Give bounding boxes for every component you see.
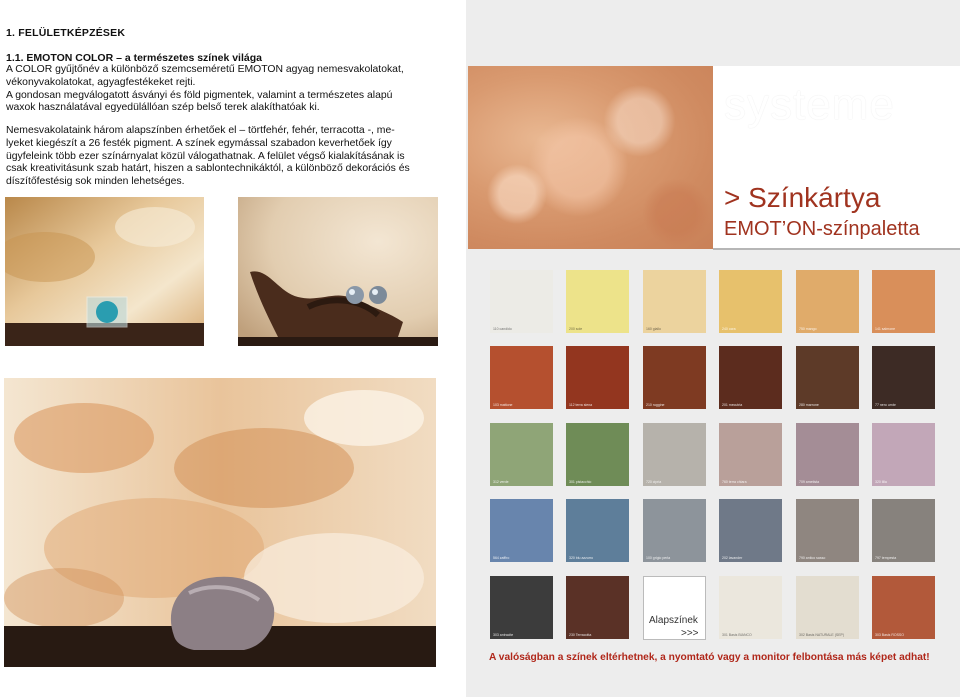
swatch-label: 100 grigio perla xyxy=(646,556,671,560)
color-swatch xyxy=(643,270,706,333)
color-swatch xyxy=(796,576,859,639)
color-swatch xyxy=(566,499,629,562)
swatch-label: 564 zaffiro xyxy=(493,556,510,560)
swatch-label: 303 Basis ROSSO xyxy=(875,633,904,637)
intro-line: A COLOR gyűjtőnév a különböző szemcseméretű EMOTON agyag nemesvakolatokat, xyxy=(6,64,404,75)
color-chart-heading: > Színkártya xyxy=(724,182,881,213)
divider xyxy=(713,248,960,250)
swatch-label: 200 sole xyxy=(569,327,583,331)
left-page xyxy=(0,0,466,697)
color-swatch xyxy=(872,423,935,486)
color-swatch xyxy=(719,499,782,562)
swatch-label: 797 tempesta xyxy=(875,556,897,560)
swatch-label: 160 giallo xyxy=(646,327,661,331)
color-swatch xyxy=(643,423,706,486)
swatch-label: 103 mattone xyxy=(493,403,513,407)
color-swatch xyxy=(490,576,553,639)
intro-line: A gondosan megválogatott ásványi és föld pigmentek, valamint a természetes alapú xyxy=(6,89,393,101)
brand-logo: systeme xyxy=(724,80,895,129)
color-swatch xyxy=(719,346,782,409)
section-title: 1. FELÜLETKÉPZÉSEK xyxy=(6,27,126,39)
swatch-label: 112 terra siena xyxy=(569,403,593,407)
intro-paragraph xyxy=(6,64,440,115)
color-swatch xyxy=(490,499,553,562)
swatch-label: 280 marrone xyxy=(799,403,819,407)
color-swatch xyxy=(796,499,859,562)
color-swatch xyxy=(796,270,859,333)
color-swatch xyxy=(566,270,629,333)
color-swatch xyxy=(490,423,553,486)
details-line: Nemesvakolataink három alapszínben érhetőek el – törtfehér, fehér, terracotta -, me- xyxy=(6,125,395,136)
color-swatch xyxy=(490,270,553,333)
swatch-label: 201 mecutria xyxy=(722,403,743,407)
details-line: díszítőfestésig sok minden lehetséges. xyxy=(6,176,185,188)
swatch-label: 760 terra chiara xyxy=(722,480,747,484)
details-line: ügyfeleink több ezer színárnyalat közül válogathatnak. A felület végső kialakításának is xyxy=(6,150,405,162)
base-colors-label: Alapszínek xyxy=(649,615,698,626)
swatch-label: 709 ametista xyxy=(799,480,820,484)
swatch-label: 202 lavander xyxy=(722,556,743,560)
swatch-label: 750 mango xyxy=(799,327,817,331)
disclaimer-footer: A valóságban a színek eltérhetnek, a nyomtató vagy a monitor felbontása más képet adhat! xyxy=(489,652,930,663)
color-swatch xyxy=(719,576,782,639)
color-swatch xyxy=(566,576,629,639)
swatch-label: 210 ruggine xyxy=(646,403,665,407)
color-swatch xyxy=(872,499,935,562)
swatch-label: 240 ocra xyxy=(722,327,736,331)
details-line: csak kreativitásunk szab határt, hiszen a sablontechnikáktól, a különböző dekorációs és xyxy=(6,163,410,175)
driftwood-photo xyxy=(238,197,438,346)
color-swatch xyxy=(490,346,553,409)
swatch-label: 110 candido xyxy=(493,327,512,331)
palette-subheading: EMOT’ON-színpaletta xyxy=(724,218,920,240)
color-swatch xyxy=(796,346,859,409)
swatch-label: 720 cipria xyxy=(646,480,662,484)
base-colors-box xyxy=(643,576,706,640)
color-swatch xyxy=(566,423,629,486)
swatch-label: 301 Basis BIANCO xyxy=(722,633,752,637)
swatch-label: 141 salmone xyxy=(875,327,896,331)
swatch-label: 302 Basis NATURALE (SEP) xyxy=(799,633,845,637)
details-paragraph xyxy=(6,125,440,189)
swatch-label: 301 pistacchio xyxy=(569,480,592,484)
intro-line: vékonyvakolatokat, agyagfestékeket rejti. xyxy=(6,76,196,88)
color-swatch xyxy=(643,499,706,562)
swatch-label: 312 verde xyxy=(493,480,509,484)
color-swatch xyxy=(566,346,629,409)
base-colors-arrow: >>> xyxy=(681,628,699,639)
stone-wall-photo xyxy=(4,378,436,667)
intro-line: waxok használatával egyedülállóan szép belső terek alakíthatóak ki. xyxy=(6,102,320,114)
color-swatch xyxy=(643,346,706,409)
details-line: lyeket kiegészít a 26 festék pigment. A színek egymással szabadon keverhetőek így xyxy=(6,137,392,149)
subsection-title: 1.1. EMOTON COLOR – a természetes színek világa xyxy=(6,52,262,64)
swatch-label: 320 blu azzurro xyxy=(569,556,594,560)
swatch-label: 77 nero umbr xyxy=(875,403,896,407)
swatch-label: 790 antico sasso xyxy=(799,556,826,560)
color-swatch xyxy=(872,270,935,333)
color-swatch xyxy=(872,576,935,639)
color-swatch xyxy=(796,423,859,486)
plaster-texture-photo xyxy=(468,66,713,249)
swatch-label: 303 antracite xyxy=(493,633,514,637)
swatch-label: 320 lilla xyxy=(875,480,887,484)
swatch-label: 230 Terracotta xyxy=(569,633,592,637)
color-swatch xyxy=(719,423,782,486)
color-swatch xyxy=(719,270,782,333)
color-swatch xyxy=(872,346,935,409)
golden-wall-photo xyxy=(5,197,204,346)
